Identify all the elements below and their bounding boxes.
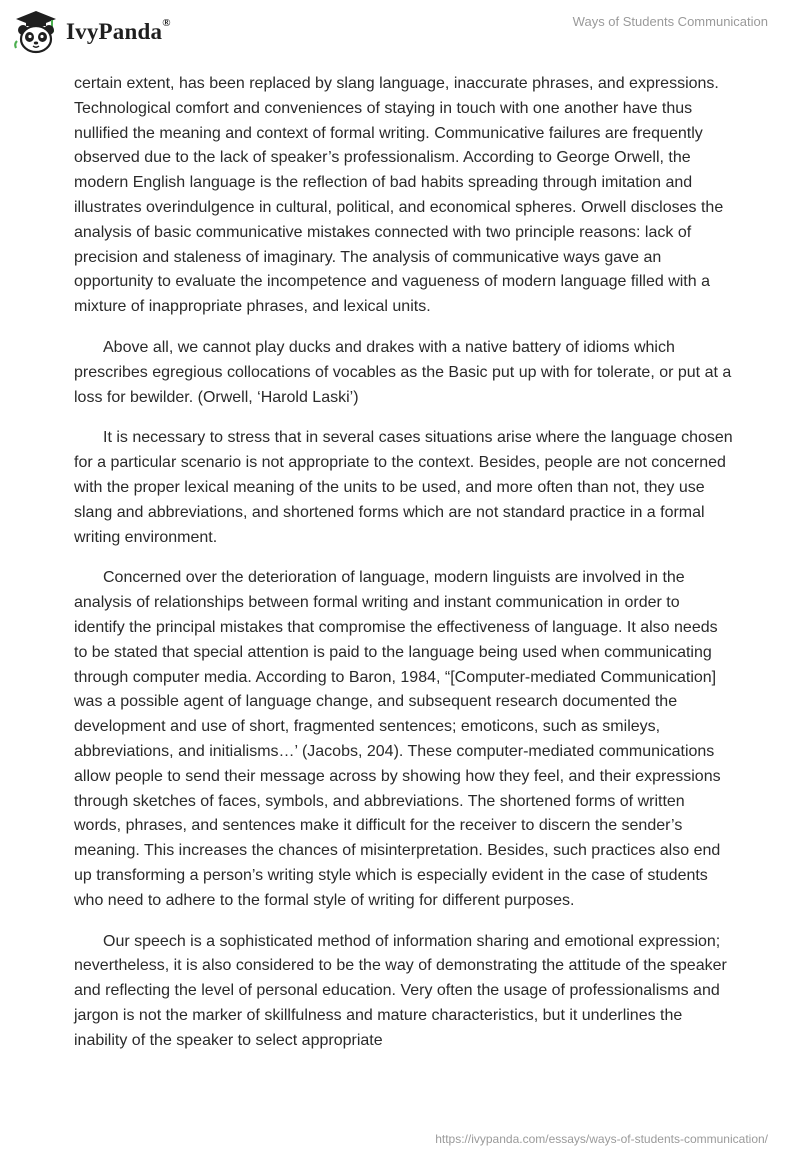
panda-graduate-icon <box>12 8 60 56</box>
source-url[interactable]: https://ivypanda.com/essays/ways-of-students-communication/ <box>435 1132 768 1146</box>
paragraph: certain extent, has been replaced by slang language, inaccurate phrases, and expressions. Technological comfort and conveniences of staying in touch with one another have thus nullified the meaning and context of formal writing. Communicative failures are frequently observed due to the lack of speaker’s professionalism. According to George Orwell, the modern English language is the reflection of bad habits spreading through imitation and illustrates overindulgence in cultural, political, and economical spheres. Orwell discloses the analysis of basic communicative mistakes connected with two principle reasons: lack of precision and staleness of imaginary. The analysis of communicative ways gave an opportunity to evaluate the incompetence and vagueness of modern language filled with a mixture of inappropriate phrases, and lexical units. <box>74 75 724 316</box>
paragraph-quote: Above all, we cannot play ducks and drakes with a native battery of idioms which prescribes egregious collocations of vocables as the Basic put up with for tolerate, or put at a loss for bewilder. (Orwell, ‘Harold Laski’) <box>74 338 732 406</box>
page-header <box>0 0 800 60</box>
paragraph: Our speech is a sophisticated method of information sharing and emotional expression; nevertheless, it is also considered to be the way of demonstrating the attitude of the speaker and reflecting the level of personal education. Very often the usage of professionalisms and jargon is not the marker of skillfulness and mature characteristics, but it underlines the inability of the speaker to select appropriate <box>74 932 727 1049</box>
logo[interactable] <box>12 8 171 56</box>
paragraph: Concerned over the deterioration of language, modern linguists are involved in the analysis of relationships between formal writing and instant communication in order to identify the principal mistakes that compromise the effectiveness of language. It also needs to be stated that special attention is paid to the language being used when communicating through computer media. According to Baron, 1984, “[Computer-mediated Communication] was a possible agent of language change, and subsequent research documented the development and use of short, fragmented sentences; emoticons, such as smileys, abbreviations, and initialisms…’ (Jacobs, 204). These computer-mediated communications allow people to send their message across by showing how they feel, and their expressions through sketches of faces, symbols, and abbreviations. The shortened forms of written words, phrases, and sentences make it difficult for the receiver to discern the sender’s meaning. This increases the chances of misinterpretation. Besides, such practices also end up transforming a person’s writing style which is especially evident in the case of students who need to adhere to the formal style of writing for different purposes. <box>74 569 721 909</box>
brand-name: IvyPanda® <box>66 17 171 44</box>
document-title: Ways of Students Communication <box>572 14 768 29</box>
paragraph: It is necessary to stress that in several cases situations arise where the language chosen for a particular scenario is not appropriate to the context. Besides, people are not concerned with the proper lexical meaning of the units to be used, and more often than not, they use slang and abbreviations, and shortened forms which are not standard practice in a formal writing environment. <box>74 429 733 546</box>
essay-body <box>74 72 734 1069</box>
